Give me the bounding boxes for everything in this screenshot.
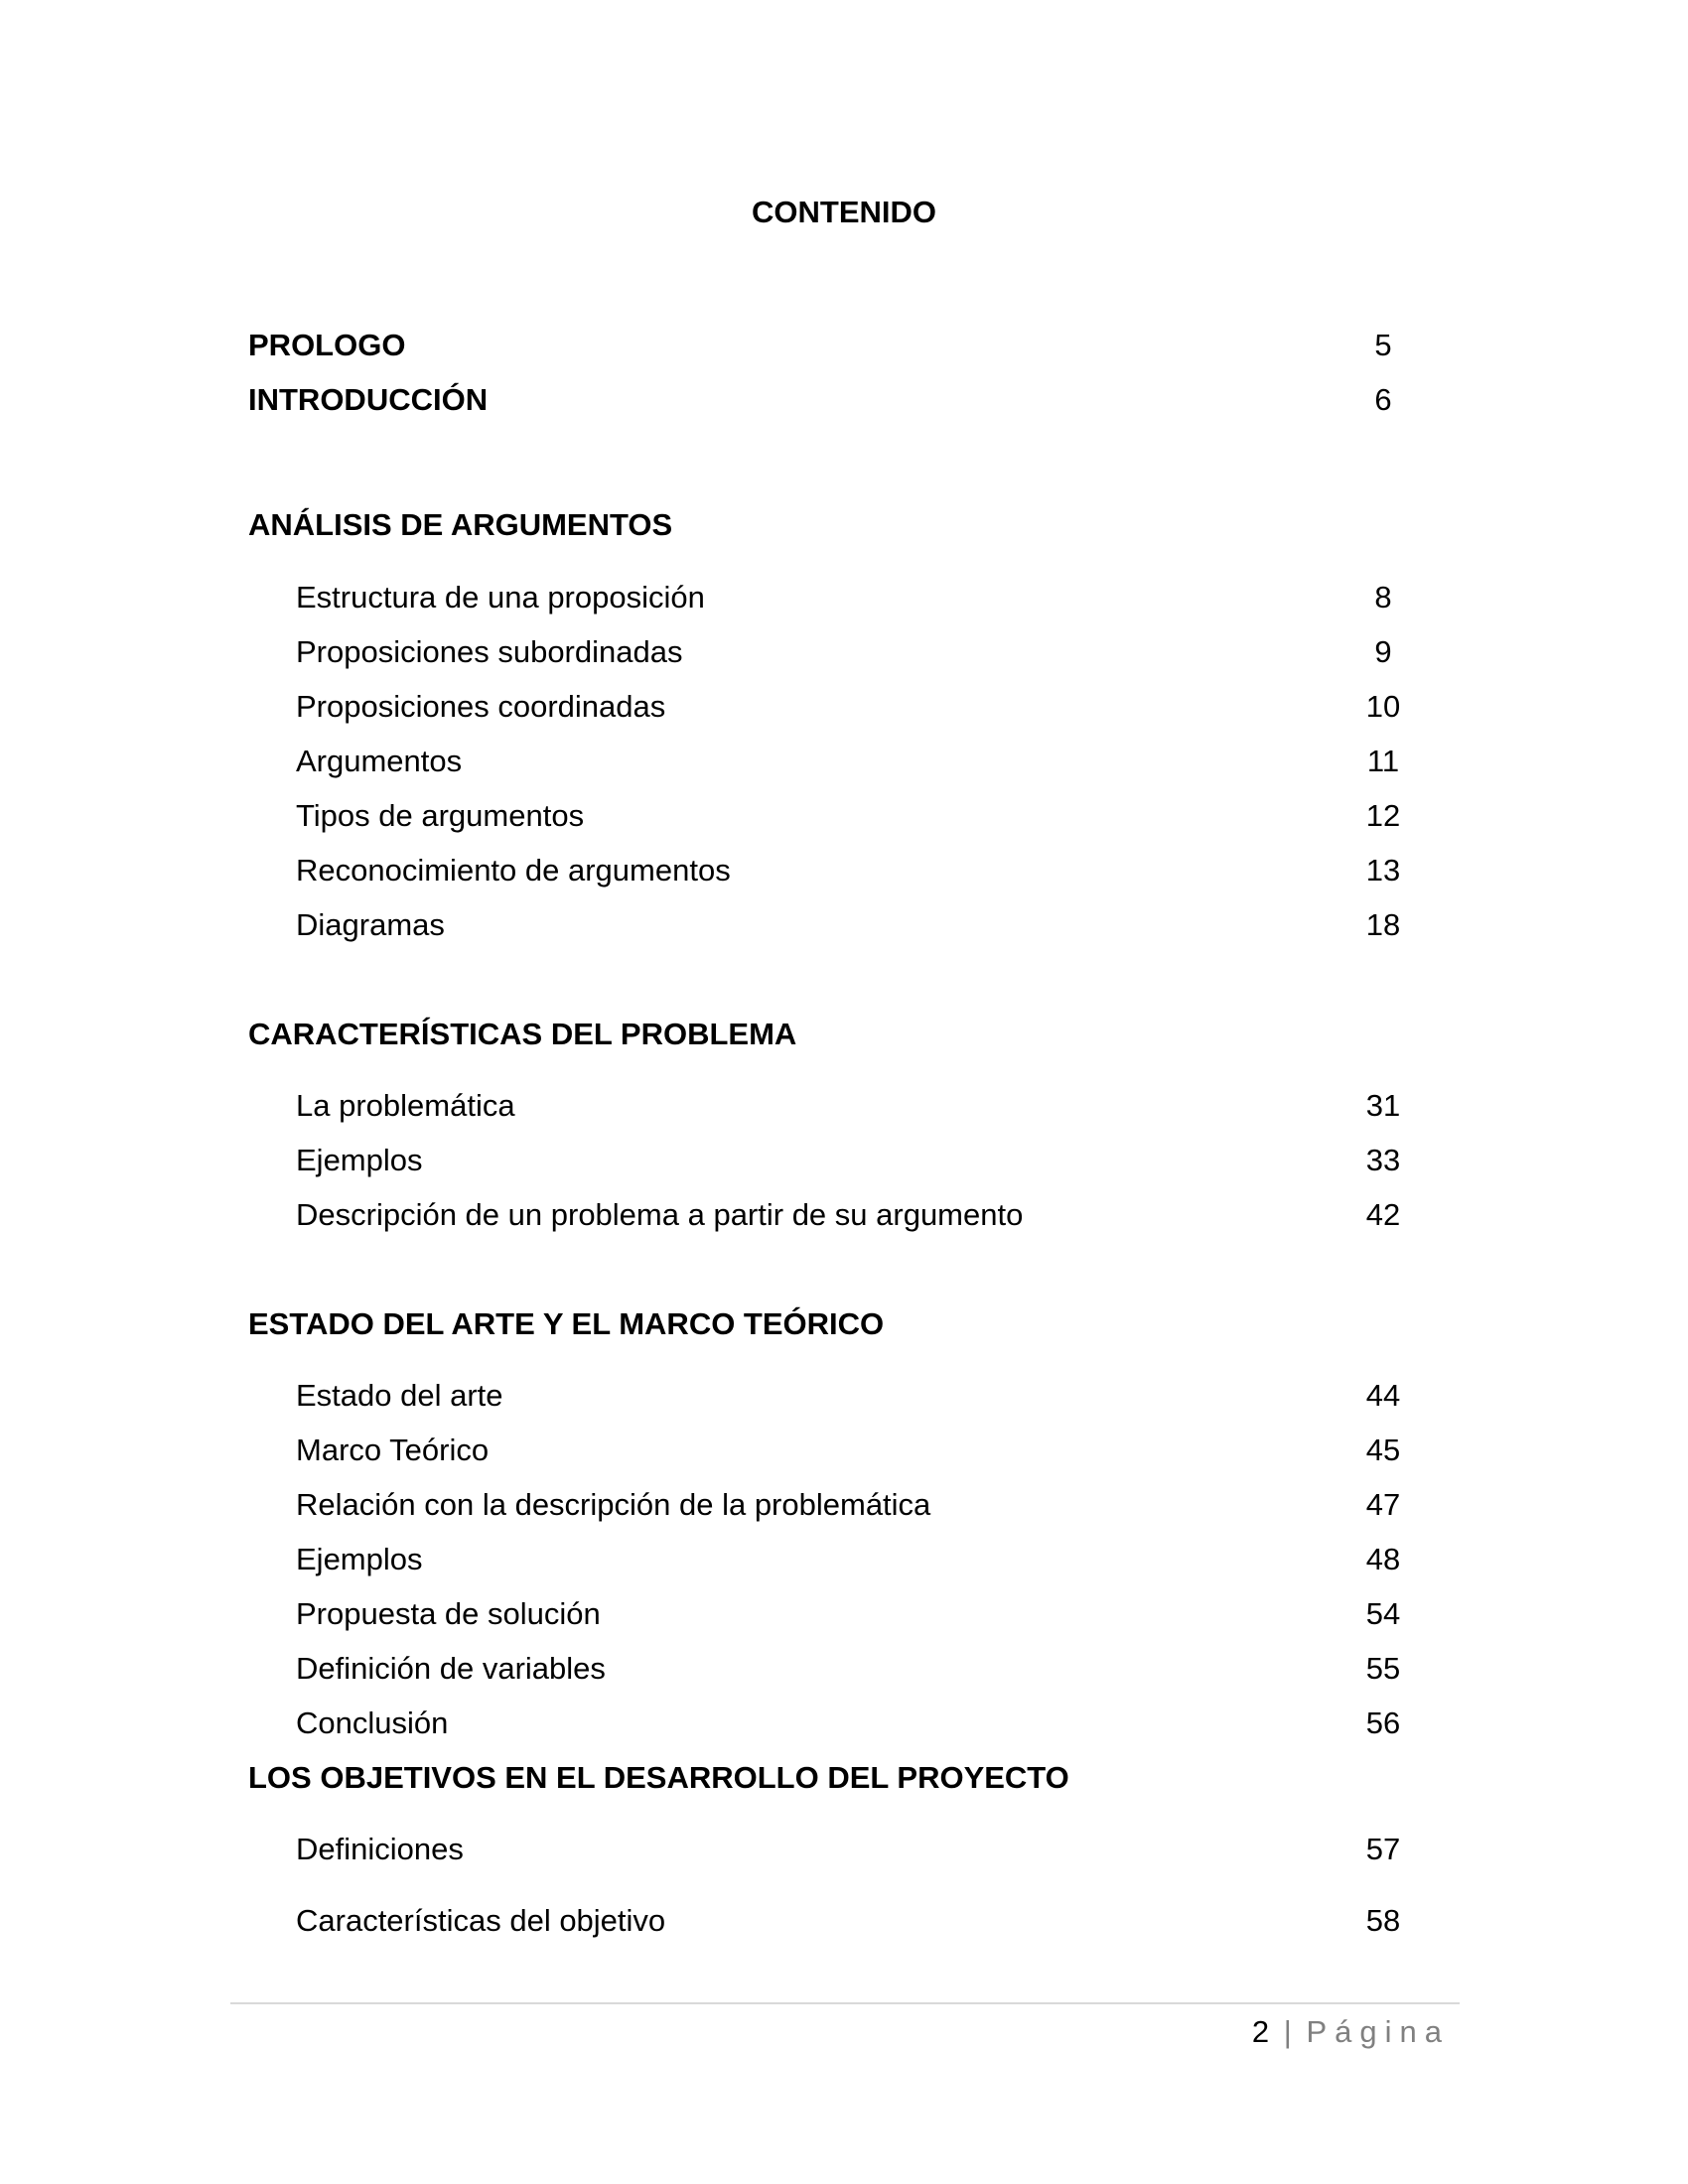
footer-divider	[230, 2002, 1460, 2004]
toc-entry[interactable]	[248, 1901, 1418, 1941]
toc-section-los-objetivos[interactable]	[248, 1758, 1418, 1798]
toc-section-label: ANÁLISIS DE ARGUMENTOS	[248, 507, 673, 542]
toc-entry-label: Proposiciones subordinadas	[296, 634, 683, 669]
toc-entry[interactable]	[248, 1540, 1418, 1579]
toc-entry-page: 8	[1374, 580, 1392, 614]
toc-entry-page: 54	[1365, 1596, 1401, 1631]
toc-entry-page: 42	[1365, 1197, 1401, 1232]
toc-entry[interactable]	[248, 687, 1418, 727]
toc-section-label: LOS OBJETIVOS EN EL DESARROLLO DEL PROYECTO	[248, 1760, 1069, 1795]
toc-title: CONTENIDO	[752, 195, 936, 229]
toc-entry[interactable]	[248, 1431, 1418, 1470]
toc-entry[interactable]	[248, 1649, 1418, 1689]
toc-entry[interactable]	[248, 1830, 1418, 1869]
toc-entry[interactable]	[248, 905, 1418, 945]
toc-entry-page: 47	[1365, 1487, 1401, 1522]
toc-entry-page: 57	[1365, 1832, 1401, 1866]
toc-entry-page: 55	[1365, 1651, 1401, 1686]
toc-entry-label: Definiciones	[296, 1832, 464, 1866]
toc-entry-page: 31	[1365, 1088, 1401, 1123]
toc-entry-page: 48	[1365, 1542, 1401, 1576]
toc-section-label: CARACTERÍSTICAS DEL PROBLEMA	[248, 1017, 797, 1051]
toc-entry[interactable]	[248, 1086, 1418, 1126]
toc-entry-page: 18	[1365, 907, 1401, 942]
toc-entry-label: Descripción de un problema a partir de su argumento	[296, 1197, 1024, 1232]
toc-entry-page: 33	[1365, 1143, 1401, 1177]
toc-entry-label: PROLOGO	[248, 328, 406, 362]
toc-entry-label: Relación con la descripción de la problemática	[296, 1487, 931, 1522]
toc-entry[interactable]	[248, 1485, 1418, 1525]
toc-entry-label: Diagramas	[296, 907, 445, 942]
toc-entry-label: Definición de variables	[296, 1651, 606, 1686]
toc-entry[interactable]	[248, 1704, 1418, 1743]
toc-entry-label: Estructura de una proposición	[296, 580, 705, 614]
toc-section-analisis-de-argumentos[interactable]	[248, 505, 1418, 545]
toc-entry-page: 11	[1366, 744, 1400, 778]
toc-entry-page: 12	[1365, 798, 1401, 833]
toc-entry-label: Reconocimiento de argumentos	[296, 853, 731, 887]
toc-entry-label: Conclusión	[296, 1706, 449, 1740]
toc-entry-label: INTRODUCCIÓN	[248, 382, 489, 417]
toc-entry[interactable]	[248, 1141, 1418, 1180]
toc-section-caracteristicas-del-problema[interactable]	[248, 1015, 1418, 1054]
toc-entry-label: Tipos de argumentos	[296, 798, 585, 833]
toc-entry-prologo[interactable]	[248, 326, 1418, 365]
toc-entry-introduccion[interactable]	[248, 380, 1418, 420]
toc-entry-label: Estado del arte	[296, 1378, 503, 1413]
page-footer	[1252, 2012, 1450, 2052]
toc-entry-label: Proposiciones coordinadas	[296, 689, 666, 724]
toc-entry-label: Propuesta de solución	[296, 1596, 601, 1631]
toc-entry-page: 13	[1365, 853, 1401, 887]
toc-entry-page: 44	[1365, 1378, 1401, 1413]
toc-entry-label: Ejemplos	[296, 1542, 423, 1576]
toc-entry-page: 5	[1374, 328, 1392, 362]
toc-entry-label: La problemática	[296, 1088, 515, 1123]
footer-page-number: 2	[1251, 2014, 1270, 2049]
footer-page-word: Página	[1306, 2014, 1450, 2049]
toc-entry[interactable]	[248, 1376, 1418, 1416]
toc-entry-page: 58	[1365, 1903, 1401, 1938]
toc-entry[interactable]	[248, 1594, 1418, 1634]
toc-entry[interactable]	[248, 742, 1418, 781]
toc-section-label: ESTADO DEL ARTE Y EL MARCO TEÓRICO	[248, 1306, 885, 1341]
footer-separator: |	[1283, 2014, 1292, 2049]
toc-entry-page: 9	[1374, 634, 1392, 669]
toc-entry-page: 6	[1374, 382, 1392, 417]
toc-section-estado-del-arte[interactable]	[248, 1304, 1418, 1344]
toc-entry[interactable]	[248, 632, 1418, 672]
toc-entry[interactable]	[248, 1195, 1418, 1235]
toc-entry-page: 56	[1365, 1706, 1401, 1740]
toc-entry[interactable]	[248, 796, 1418, 836]
toc-entry-label: Argumentos	[296, 744, 463, 778]
toc-entry-page: 45	[1365, 1433, 1401, 1467]
toc-entry-label: Características del objetivo	[296, 1903, 666, 1938]
toc-entry-label: Ejemplos	[296, 1143, 423, 1177]
toc-entry-label: Marco Teórico	[296, 1433, 490, 1467]
toc-entry-page: 10	[1365, 689, 1401, 724]
toc-entry[interactable]	[248, 851, 1418, 890]
toc-entry[interactable]	[248, 578, 1418, 617]
